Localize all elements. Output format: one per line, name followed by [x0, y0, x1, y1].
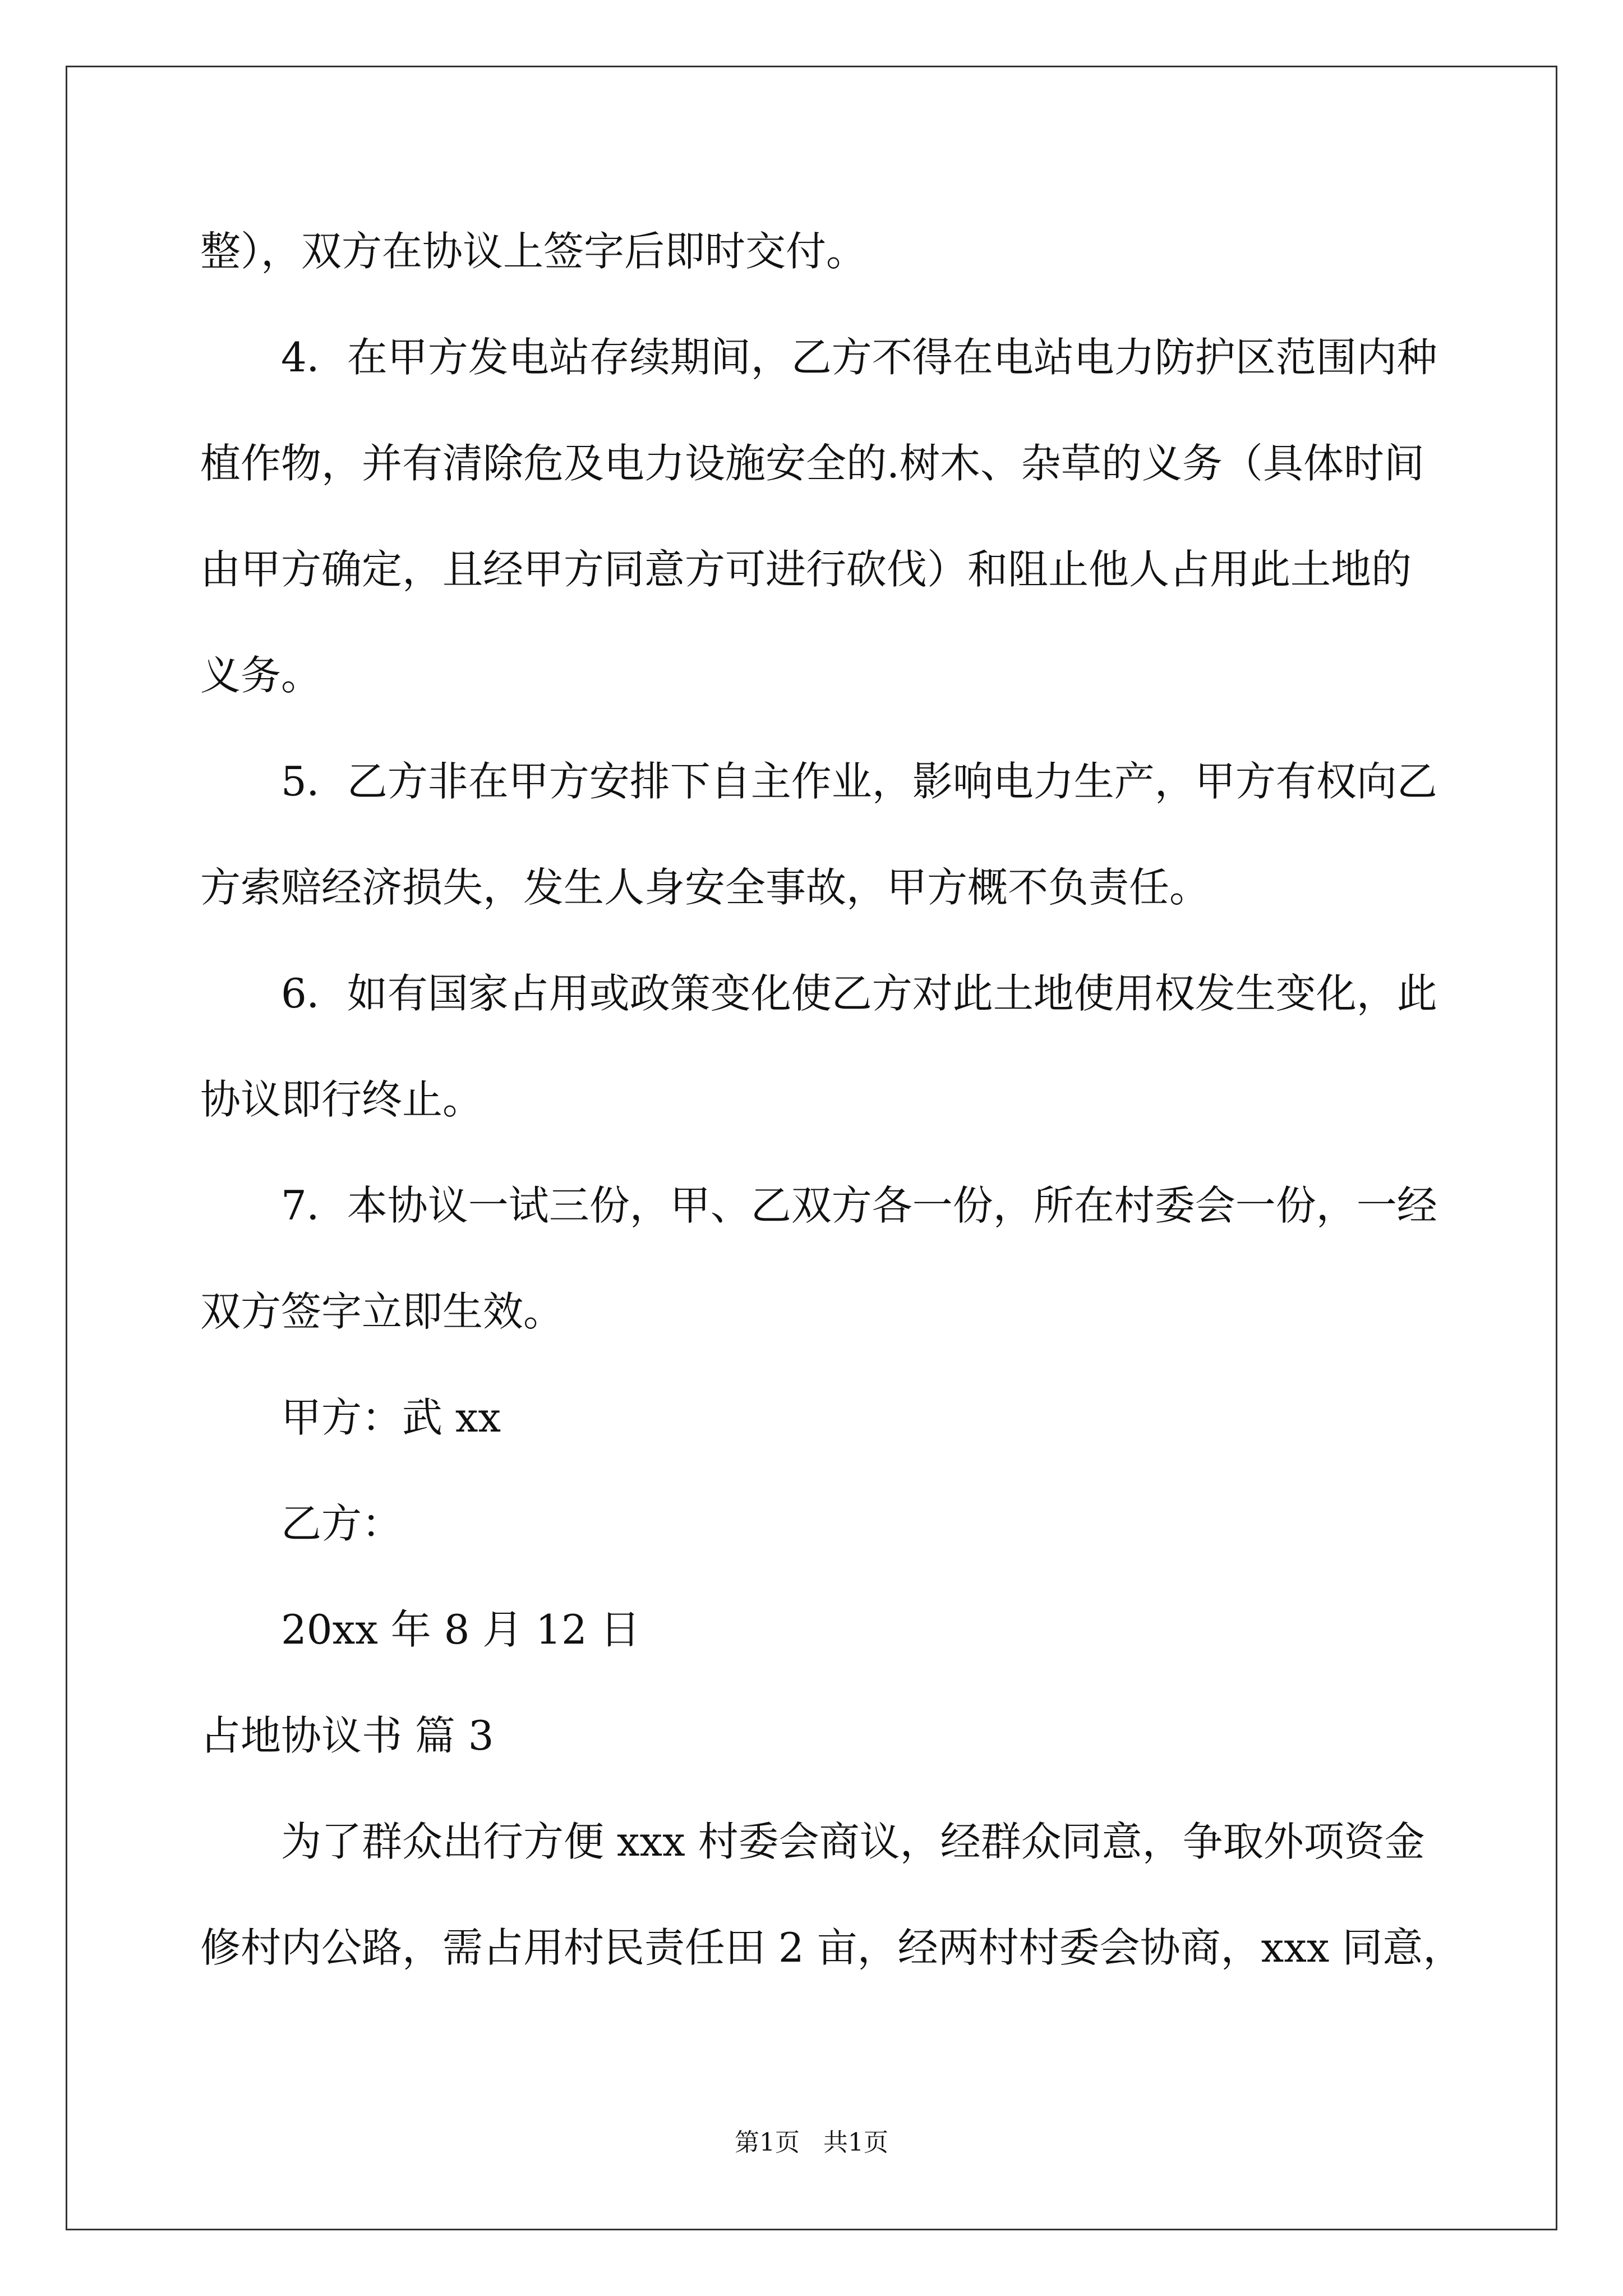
paragraph-line: 方索赔经济损失，发生人身安全事故，甲方概不负责任。 [200, 864, 1210, 911]
date-line: 20xx 年 8 月 12 日 [281, 1606, 640, 1653]
paragraph-line: 整），双方在协议上签字后即时交付。 [200, 228, 867, 275]
paragraph-line: 5．乙方非在甲方安排下自主作业，影响电力生产，甲方有权向乙 [281, 758, 1437, 805]
party-a-signature-line: 甲方：武 xx [281, 1394, 501, 1441]
paragraph-line: 为了群众出行方便 xxx 村委会商议，经群众同意，争取外项资金 [281, 1818, 1425, 1865]
paragraph-line: 4．在甲方发电站存续期间，乙方不得在电站电力防护区范围内种 [281, 334, 1437, 381]
page-footer: 第1页 共1页 [735, 2128, 888, 2157]
paragraph-line: 修村内公路，需占用村民责任田 2 亩，经两村村委会协商，xxx 同意， [200, 1924, 1464, 1971]
paragraph-line: 6．如有国家占用或政策变化使乙方对此土地使用权发生变化，此 [281, 970, 1437, 1017]
paragraph-line: 7．本协议一试三份，甲、乙双方各一份，所在村委会一份，一经 [281, 1182, 1437, 1229]
paragraph-line: 由甲方确定，且经甲方同意方可进行砍伐）和阻止他人占用此土地的 [200, 546, 1412, 593]
paragraph-line: 双方签字立即生效。 [200, 1288, 564, 1335]
section-heading: 占地协议书 篇 3 [200, 1712, 494, 1759]
party-b-signature-line: 乙方： [281, 1500, 403, 1547]
document-body [200, 199, 1490, 2001]
paragraph-line: 义务。 [200, 652, 322, 699]
paragraph-line: 协议即行终止。 [200, 1076, 483, 1123]
paragraph-line: 植作物，并有清除危及电力设施安全的.树木、杂草的义务（具体时间 [200, 440, 1424, 487]
